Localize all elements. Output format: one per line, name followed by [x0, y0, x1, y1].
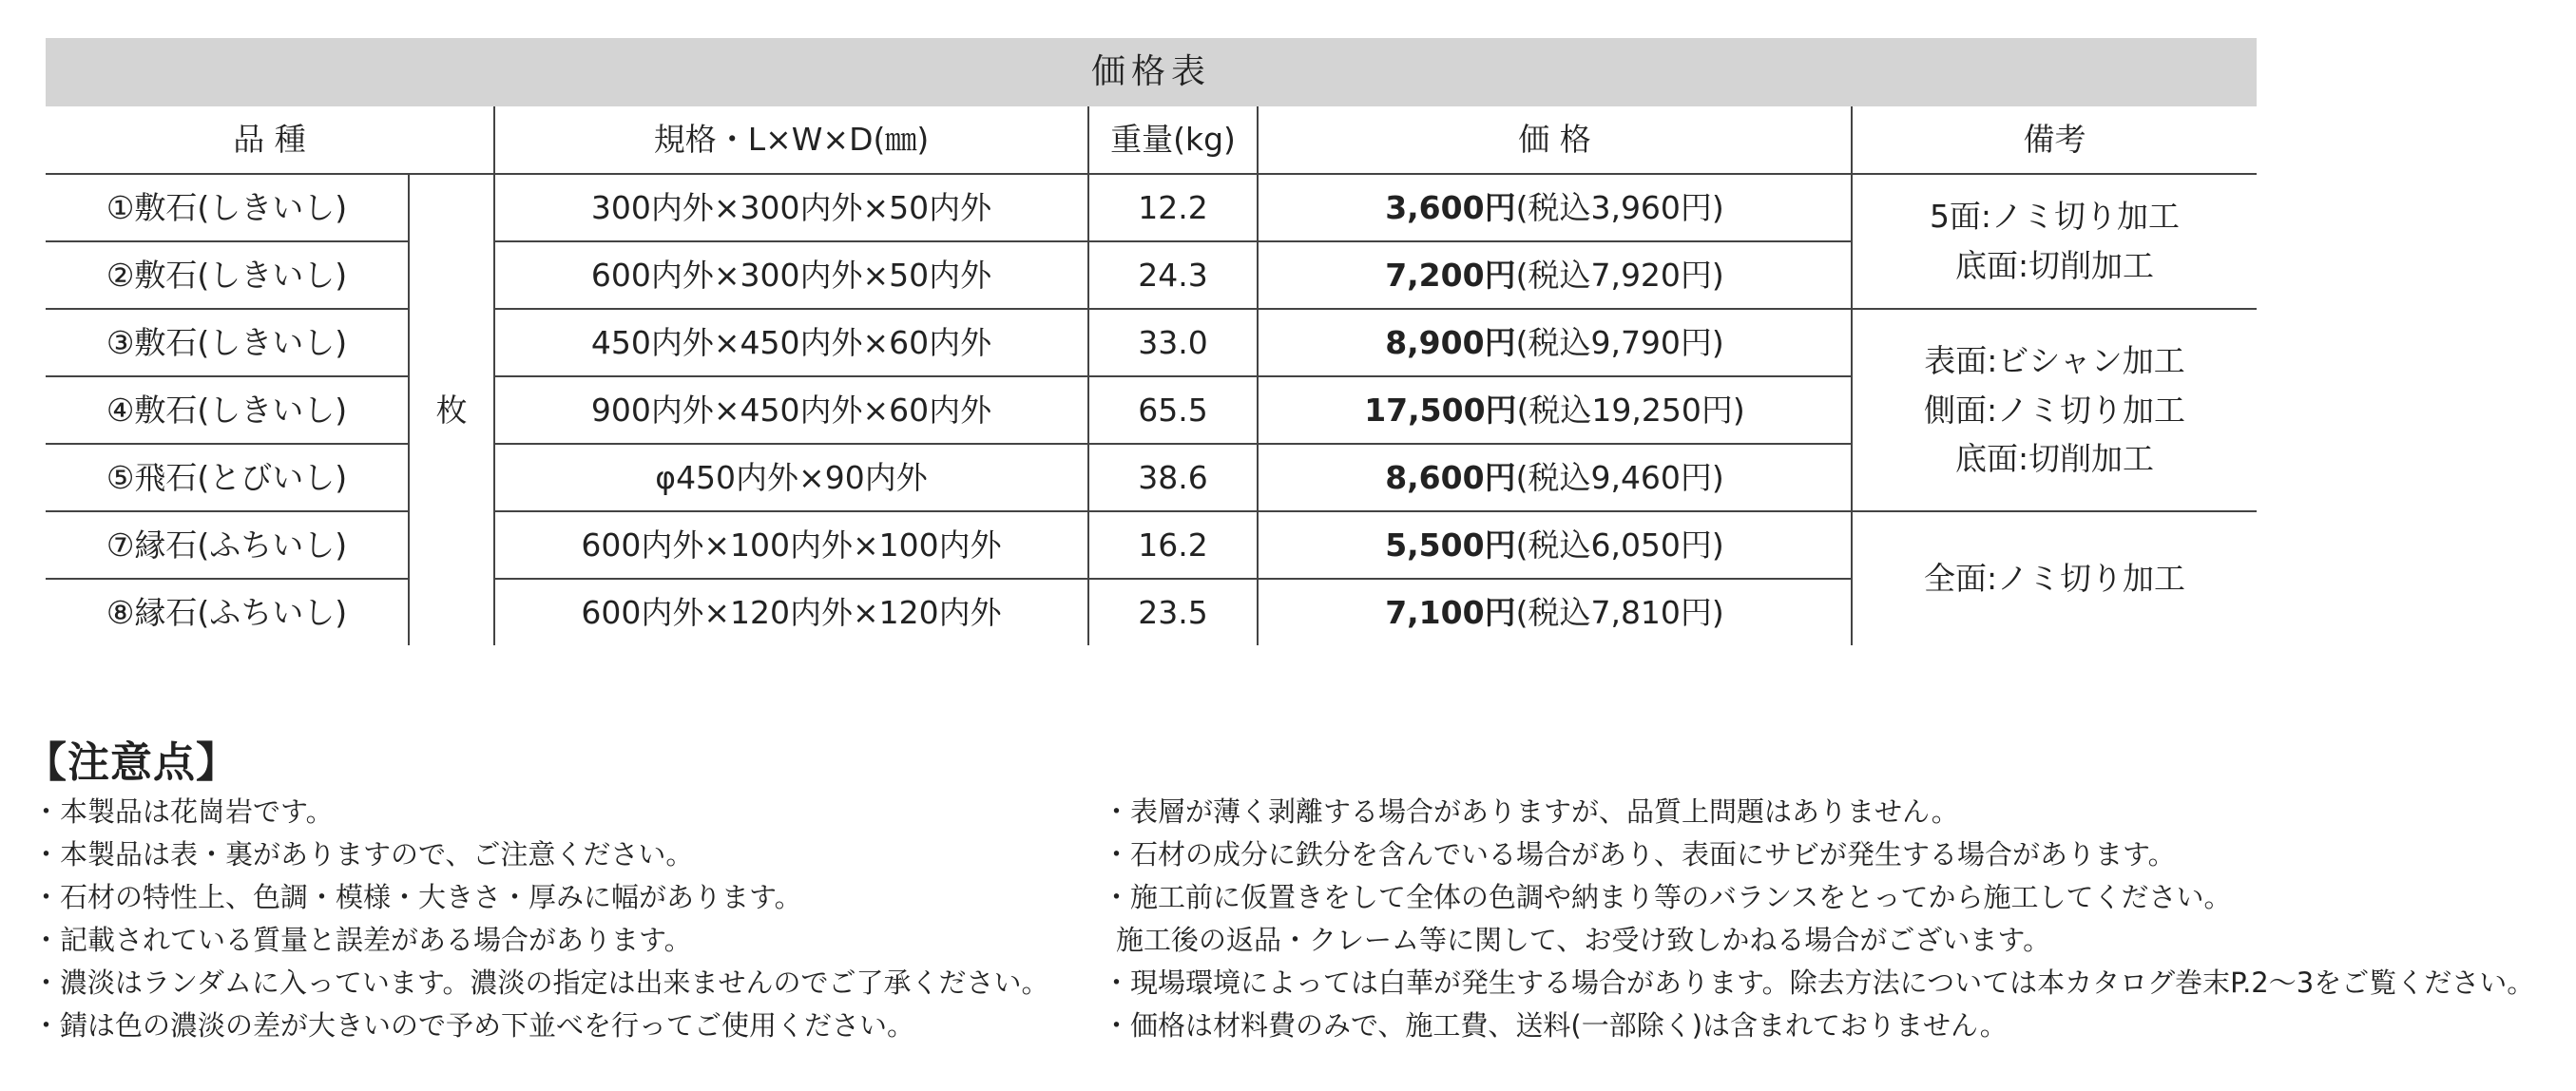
notes-left-column — [32, 791, 1049, 1047]
remarks-line: 全面:ノミ切り加工 — [1923, 560, 2186, 598]
price-value: 7,200円 — [1385, 256, 1516, 294]
product-name: ⑧縁石(ふちいし) — [106, 593, 348, 631]
price-value: 7,100円 — [1385, 593, 1516, 631]
price-value: 8,900円 — [1385, 323, 1516, 361]
spec-cell: 600内外×100内外×100内外 — [494, 511, 1088, 579]
note-item: ・現場環境によっては白華が発生する場合があります。除去方法については本カタログ巻末P.2～3をご覧ください。 — [1103, 967, 2535, 999]
table-row — [46, 309, 2257, 376]
weight-cell: 65.5 — [1088, 376, 1258, 444]
unit-cell: 枚 — [409, 174, 494, 645]
remarks-cell — [1852, 174, 2257, 309]
price-cell — [1258, 174, 1852, 241]
spec-cell: φ450内外×90内外 — [494, 444, 1088, 511]
price-tax: (税込7,810円) — [1515, 593, 1724, 631]
header-weight: 重量(kg) — [1088, 106, 1258, 174]
spec-cell: 300内外×300内外×50内外 — [494, 174, 1088, 241]
product-name: ①敷石(しきいし) — [46, 174, 409, 241]
price-cell — [1258, 241, 1852, 309]
header-price: 価 格 — [1258, 106, 1852, 174]
note-item: ・本製品は表・裏がありますので、ご注意ください。 — [32, 838, 694, 871]
remarks-cell — [1852, 511, 2257, 645]
remarks-cell — [1852, 309, 2257, 511]
price-tax: (税込9,460円) — [1515, 458, 1724, 496]
header-spec: 規格・L×W×D(㎜) — [494, 106, 1088, 174]
note-item: ・表層が薄く剥離する場合がありますが、品質上問題はありません。 — [1103, 795, 1959, 828]
note-item: ・濃淡はランダムに入っています。濃淡の指定は出来ませんのでご了承ください。 — [32, 967, 1049, 999]
notes-right-column — [1103, 791, 2534, 1047]
header-remarks: 備考 — [1852, 106, 2257, 174]
price-tax: (税込6,050円) — [1515, 526, 1724, 564]
header-product: 品 種 — [46, 106, 494, 174]
notes-title: 【注意点】 — [25, 738, 239, 787]
weight-cell: 33.0 — [1088, 309, 1258, 376]
table-row — [46, 174, 2257, 241]
product-name: ②敷石(しきいし) — [46, 241, 409, 309]
remarks-line: 表面:ビシャン加工 — [1924, 341, 2185, 379]
product-name: ③敷石(しきいし) — [46, 309, 409, 376]
remarks-line: 5面:ノミ切り加工 — [1929, 198, 2181, 236]
remarks-line: 側面:ノミ切り加工 — [1923, 391, 2186, 429]
price-value: 8,600円 — [1385, 458, 1516, 496]
price-value: 3,600円 — [1385, 188, 1516, 226]
product-name: ⑤飛石(とびいし) — [46, 444, 409, 511]
remarks-line: 底面:切削加工 — [1954, 247, 2155, 284]
weight-cell: 24.3 — [1088, 241, 1258, 309]
price-cell — [1258, 376, 1852, 444]
note-item: ・石材の成分に鉄分を含んでいる場合があり、表面にサビが発生する場合があります。 — [1103, 838, 2176, 871]
note-item: ・錆は色の濃淡の差が大きいので予め下並べを行ってご使用ください。 — [32, 1009, 915, 1042]
note-item: ・施工前に仮置きをして全体の色調や納まり等のバランスをとってから施工してください。 — [1103, 881, 2232, 913]
product-name: ④敷石(しきいし) — [46, 376, 409, 444]
price-value: 5,500円 — [1385, 526, 1516, 564]
price-tax: (税込3,960円) — [1515, 188, 1724, 226]
price-value: 17,500円 — [1364, 391, 1517, 429]
price-cell — [1258, 511, 1852, 579]
weight-cell: 38.6 — [1088, 444, 1258, 511]
note-item: ・本製品は花崗岩です。 — [32, 795, 334, 828]
note-item: ・記載されている質量と誤差がある場合があります。 — [32, 924, 692, 956]
product-name: ⑦縁石(ふちいし) — [46, 511, 409, 579]
remarks-line: 底面:切削加工 — [1954, 440, 2155, 478]
table-title: 価格表 — [46, 38, 2257, 106]
note-item: ・石材の特性上、色調・模様・大きさ・厚みに幅があります。 — [32, 881, 802, 913]
weight-cell: 16.2 — [1088, 511, 1258, 579]
price-tax: (税込7,920円) — [1515, 256, 1724, 294]
note-item-continued: 施工後の返品・クレーム等に関して、お受け致しかねる場合がございます。 — [1116, 924, 2051, 956]
price-cell — [1258, 309, 1852, 376]
table-row — [46, 511, 2257, 579]
price-cell — [1258, 444, 1852, 511]
price-cell — [1258, 579, 1852, 645]
spec-cell: 600内外×120内外×120内外 — [494, 579, 1088, 645]
price-tax: (税込9,790円) — [1515, 323, 1724, 361]
spec-cell: 900内外×450内外×60内外 — [494, 376, 1088, 444]
weight-cell: 12.2 — [1088, 174, 1258, 241]
note-item: ・価格は材料費のみで、施工費、送料(一部除く)は含まれておりません。 — [1103, 1009, 2008, 1042]
price-table — [46, 38, 2257, 645]
spec-cell: 450内外×450内外×60内外 — [494, 309, 1088, 376]
weight-cell: 23.5 — [1088, 579, 1258, 645]
price-tax: (税込19,250円) — [1516, 391, 1745, 429]
spec-cell: 600内外×300内外×50内外 — [494, 241, 1088, 309]
